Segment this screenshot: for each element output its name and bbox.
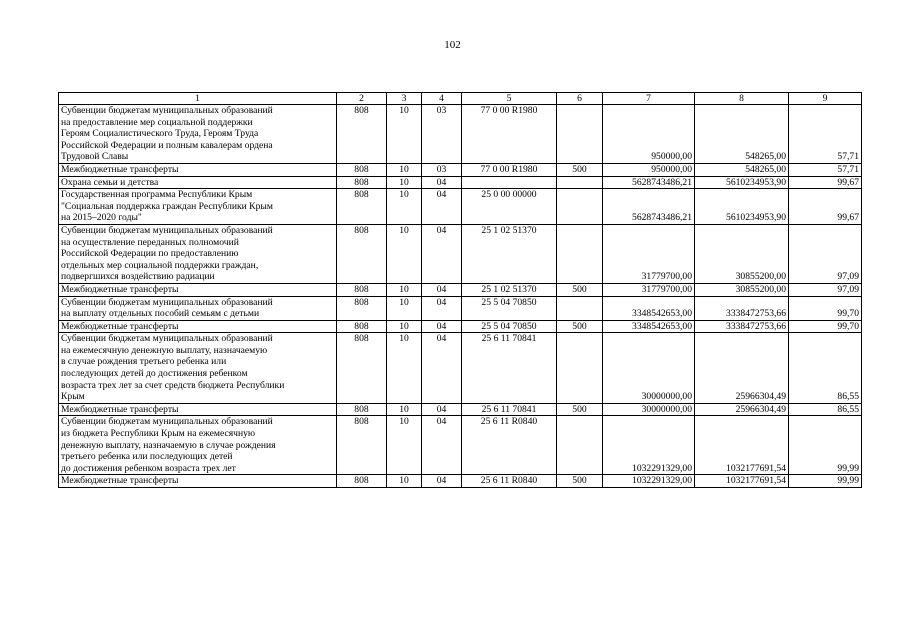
row-name-line: Межбюджетные трансферты <box>61 163 179 175</box>
plan-amount-cell: 950000,00 <box>603 105 695 164</box>
table-row <box>59 189 862 225</box>
row-name-line: в случае рождения третьего ребенка или <box>61 356 227 368</box>
section-code-cell: 10 <box>387 475 422 488</box>
percent-cell: 86,55 <box>789 333 862 404</box>
expense-type-cell <box>557 224 603 283</box>
percent-cell: 99,99 <box>789 475 862 488</box>
percent-cell: 99,70 <box>789 296 862 320</box>
row-name-cell <box>59 416 337 475</box>
target-code-cell: 25 0 00 00000 <box>462 189 557 225</box>
target-code-cell: 25 5 04 70850 <box>462 296 557 320</box>
percent-cell: 86,55 <box>789 403 862 416</box>
target-code-cell: 77 0 00 R1980 <box>462 163 557 176</box>
target-code-cell: 25 6 11 70841 <box>462 403 557 416</box>
row-name-cell <box>59 296 337 320</box>
row-name-line: до достижения ребенком возраста трех лет <box>61 462 236 474</box>
percent-cell: 99,67 <box>789 189 862 225</box>
row-name-line: последующих детей до достижения ребенком <box>61 368 248 380</box>
admin-code-cell: 808 <box>337 105 387 164</box>
row-name-line: денежную выплату, назначаемую в случае рождения <box>61 439 276 451</box>
row-name-line: на осуществление переданных полномочий <box>61 236 239 248</box>
admin-code-cell: 808 <box>337 320 387 333</box>
row-name-line: Межбюджетные трансферты <box>61 283 179 295</box>
row-name-line: Российской Федерации по предоставлению <box>61 248 239 260</box>
admin-code-cell: 808 <box>337 475 387 488</box>
row-name-cell <box>59 283 337 296</box>
plan-amount-cell: 31779700,00 <box>603 283 695 296</box>
table-row <box>59 403 862 416</box>
plan-amount-cell: 950000,00 <box>603 163 695 176</box>
table-row <box>59 176 862 189</box>
actual-amount-cell: 1032177691,54 <box>695 475 789 488</box>
plan-amount-cell: 1032291329,00 <box>603 475 695 488</box>
table-row <box>59 416 862 475</box>
table-body <box>59 93 862 488</box>
table-row <box>59 105 862 164</box>
expense-type-cell: 500 <box>557 283 603 296</box>
row-name-line: Российской Федерации и полным кавалерам ордена <box>61 139 273 151</box>
row-name-line: подвергшихся воздействию радиации <box>61 271 215 283</box>
row-name-line: "Социальная поддержка граждан Республики Крым <box>61 200 273 212</box>
subsection-code-cell: 04 <box>422 320 462 333</box>
row-name-line: на 2015–2020 годы" <box>61 212 142 224</box>
expense-type-cell: 500 <box>557 163 603 176</box>
section-code-cell: 10 <box>387 224 422 283</box>
budget-table <box>58 92 862 488</box>
section-code-cell: 10 <box>387 320 422 333</box>
actual-amount-cell: 5610234953,90 <box>695 176 789 189</box>
target-code-cell: 25 1 02 51370 <box>462 224 557 283</box>
subsection-code-cell: 04 <box>422 283 462 296</box>
actual-amount-cell: 3338472753,66 <box>695 296 789 320</box>
row-name-cell <box>59 320 337 333</box>
percent-cell: 99,67 <box>789 176 862 189</box>
row-name-line: Крым <box>61 391 85 403</box>
expense-type-cell <box>557 105 603 164</box>
header-cell: 4 <box>422 93 462 105</box>
percent-cell: 57,71 <box>789 105 862 164</box>
plan-amount-cell: 5628743486,21 <box>603 176 695 189</box>
target-code-cell: 25 1 02 51370 <box>462 283 557 296</box>
expense-type-cell: 500 <box>557 403 603 416</box>
actual-amount-cell: 548265,00 <box>695 105 789 164</box>
percent-cell: 99,99 <box>789 416 862 475</box>
section-code-cell: 10 <box>387 296 422 320</box>
row-name-line: Трудовой Славы <box>61 151 129 163</box>
row-name-line: Субвенции бюджетам муниципальных образований <box>61 296 273 308</box>
row-name-line: Межбюджетные трансферты <box>61 403 179 415</box>
target-code-cell: 77 0 00 R1980 <box>462 105 557 164</box>
header-cell: 6 <box>557 93 603 105</box>
target-code-cell <box>462 176 557 189</box>
row-name-line: Субвенции бюджетам муниципальных образований <box>61 105 273 116</box>
row-name-line: Героям Социалистического Труда, Героям Труда <box>61 128 259 140</box>
section-code-cell: 10 <box>387 283 422 296</box>
header-cell: 2 <box>337 93 387 105</box>
header-cell: 5 <box>462 93 557 105</box>
header-cell: 7 <box>603 93 695 105</box>
row-name-line: третьего ребенка или последующих детей <box>61 451 233 463</box>
expense-type-cell <box>557 176 603 189</box>
plan-amount-cell: 3348542653,00 <box>603 320 695 333</box>
target-code-cell: 25 6 11 70841 <box>462 333 557 404</box>
row-name-line: из бюджета Республики Крым на ежемесячную <box>61 428 256 440</box>
row-name-line: на предоставление мер социальной поддержки <box>61 116 253 128</box>
row-name-line: возраста трех лет за счет средств бюджета Республики <box>61 379 285 391</box>
section-code-cell: 10 <box>387 163 422 176</box>
expense-type-cell <box>557 296 603 320</box>
actual-amount-cell: 30855200,00 <box>695 224 789 283</box>
row-name-cell <box>59 189 337 225</box>
subsection-code-cell: 03 <box>422 105 462 164</box>
actual-amount-cell: 548265,00 <box>695 163 789 176</box>
subsection-code-cell: 04 <box>422 416 462 475</box>
actual-amount-cell: 1032177691,54 <box>695 416 789 475</box>
table-row <box>59 163 862 176</box>
plan-amount-cell: 30000000,00 <box>603 333 695 404</box>
row-name-line: на выплату отдельных пособий семьям с детьми <box>61 308 260 320</box>
row-name-cell <box>59 176 337 189</box>
header-cell: 3 <box>387 93 422 105</box>
percent-cell: 97,09 <box>789 283 862 296</box>
section-code-cell: 10 <box>387 416 422 475</box>
subsection-code-cell: 04 <box>422 333 462 404</box>
actual-amount-cell: 25966304,49 <box>695 333 789 404</box>
actual-amount-cell: 30855200,00 <box>695 283 789 296</box>
table-row <box>59 296 862 320</box>
row-name-line: Межбюджетные трансферты <box>61 320 179 332</box>
expense-type-cell <box>557 189 603 225</box>
actual-amount-cell: 25966304,49 <box>695 403 789 416</box>
expense-type-cell <box>557 333 603 404</box>
plan-amount-cell: 3348542653,00 <box>603 296 695 320</box>
table-row <box>59 224 862 283</box>
plan-amount-cell: 30000000,00 <box>603 403 695 416</box>
section-code-cell: 10 <box>387 189 422 225</box>
table-row <box>59 475 862 488</box>
header-cell: 1 <box>59 93 337 105</box>
percent-cell: 99,70 <box>789 320 862 333</box>
row-name-line: на ежемесячную денежную выплату, назначаемую <box>61 344 268 356</box>
subsection-code-cell: 04 <box>422 296 462 320</box>
row-name-cell <box>59 475 337 488</box>
admin-code-cell: 808 <box>337 296 387 320</box>
row-name-cell <box>59 224 337 283</box>
expense-type-cell <box>557 416 603 475</box>
row-name-line: Государственная программа Республики Крым <box>61 189 253 201</box>
row-name-line: Межбюджетные трансферты <box>61 475 179 487</box>
target-code-cell: 25 5 04 70850 <box>462 320 557 333</box>
admin-code-cell: 808 <box>337 224 387 283</box>
row-name-cell <box>59 163 337 176</box>
actual-amount-cell: 5610234953,90 <box>695 189 789 225</box>
row-name-line: Субвенции бюджетам муниципальных образований <box>61 224 273 236</box>
section-code-cell: 10 <box>387 403 422 416</box>
row-name-line: Субвенции бюджетам муниципальных образований <box>61 416 273 428</box>
admin-code-cell: 808 <box>337 283 387 296</box>
subsection-code-cell: 04 <box>422 189 462 225</box>
percent-cell: 57,71 <box>789 163 862 176</box>
header-cell: 9 <box>789 93 862 105</box>
section-code-cell: 10 <box>387 105 422 164</box>
row-name-line: Субвенции бюджетам муниципальных образований <box>61 333 273 345</box>
subsection-code-cell: 04 <box>422 403 462 416</box>
plan-amount-cell: 31779700,00 <box>603 224 695 283</box>
subsection-code-cell: 04 <box>422 475 462 488</box>
expense-type-cell: 500 <box>557 320 603 333</box>
plan-amount-cell: 1032291329,00 <box>603 416 695 475</box>
subsection-code-cell: 04 <box>422 224 462 283</box>
percent-cell: 97,09 <box>789 224 862 283</box>
subsection-code-cell: 03 <box>422 163 462 176</box>
row-name-cell <box>59 105 337 164</box>
actual-amount-cell: 3338472753,66 <box>695 320 789 333</box>
row-name-cell <box>59 403 337 416</box>
target-code-cell: 25 6 11 R0840 <box>462 475 557 488</box>
expense-type-cell: 500 <box>557 475 603 488</box>
section-code-cell: 10 <box>387 333 422 404</box>
row-name-line: Охрана семьи и детства <box>61 176 159 188</box>
admin-code-cell: 808 <box>337 403 387 416</box>
admin-code-cell: 808 <box>337 416 387 475</box>
table-row <box>59 333 862 404</box>
section-code-cell: 10 <box>387 176 422 189</box>
row-name-line: отдельных мер социальной поддержки граждан, <box>61 259 259 271</box>
header-cell: 8 <box>695 93 789 105</box>
subsection-code-cell: 04 <box>422 176 462 189</box>
admin-code-cell: 808 <box>337 176 387 189</box>
plan-amount-cell: 5628743486,21 <box>603 189 695 225</box>
admin-code-cell: 808 <box>337 333 387 404</box>
table-row <box>59 320 862 333</box>
page-number: 102 <box>444 39 461 51</box>
admin-code-cell: 808 <box>337 189 387 225</box>
target-code-cell: 25 6 11 R0840 <box>462 416 557 475</box>
admin-code-cell: 808 <box>337 163 387 176</box>
table-header-row <box>59 93 862 105</box>
row-name-cell <box>59 333 337 404</box>
table-row <box>59 283 862 296</box>
